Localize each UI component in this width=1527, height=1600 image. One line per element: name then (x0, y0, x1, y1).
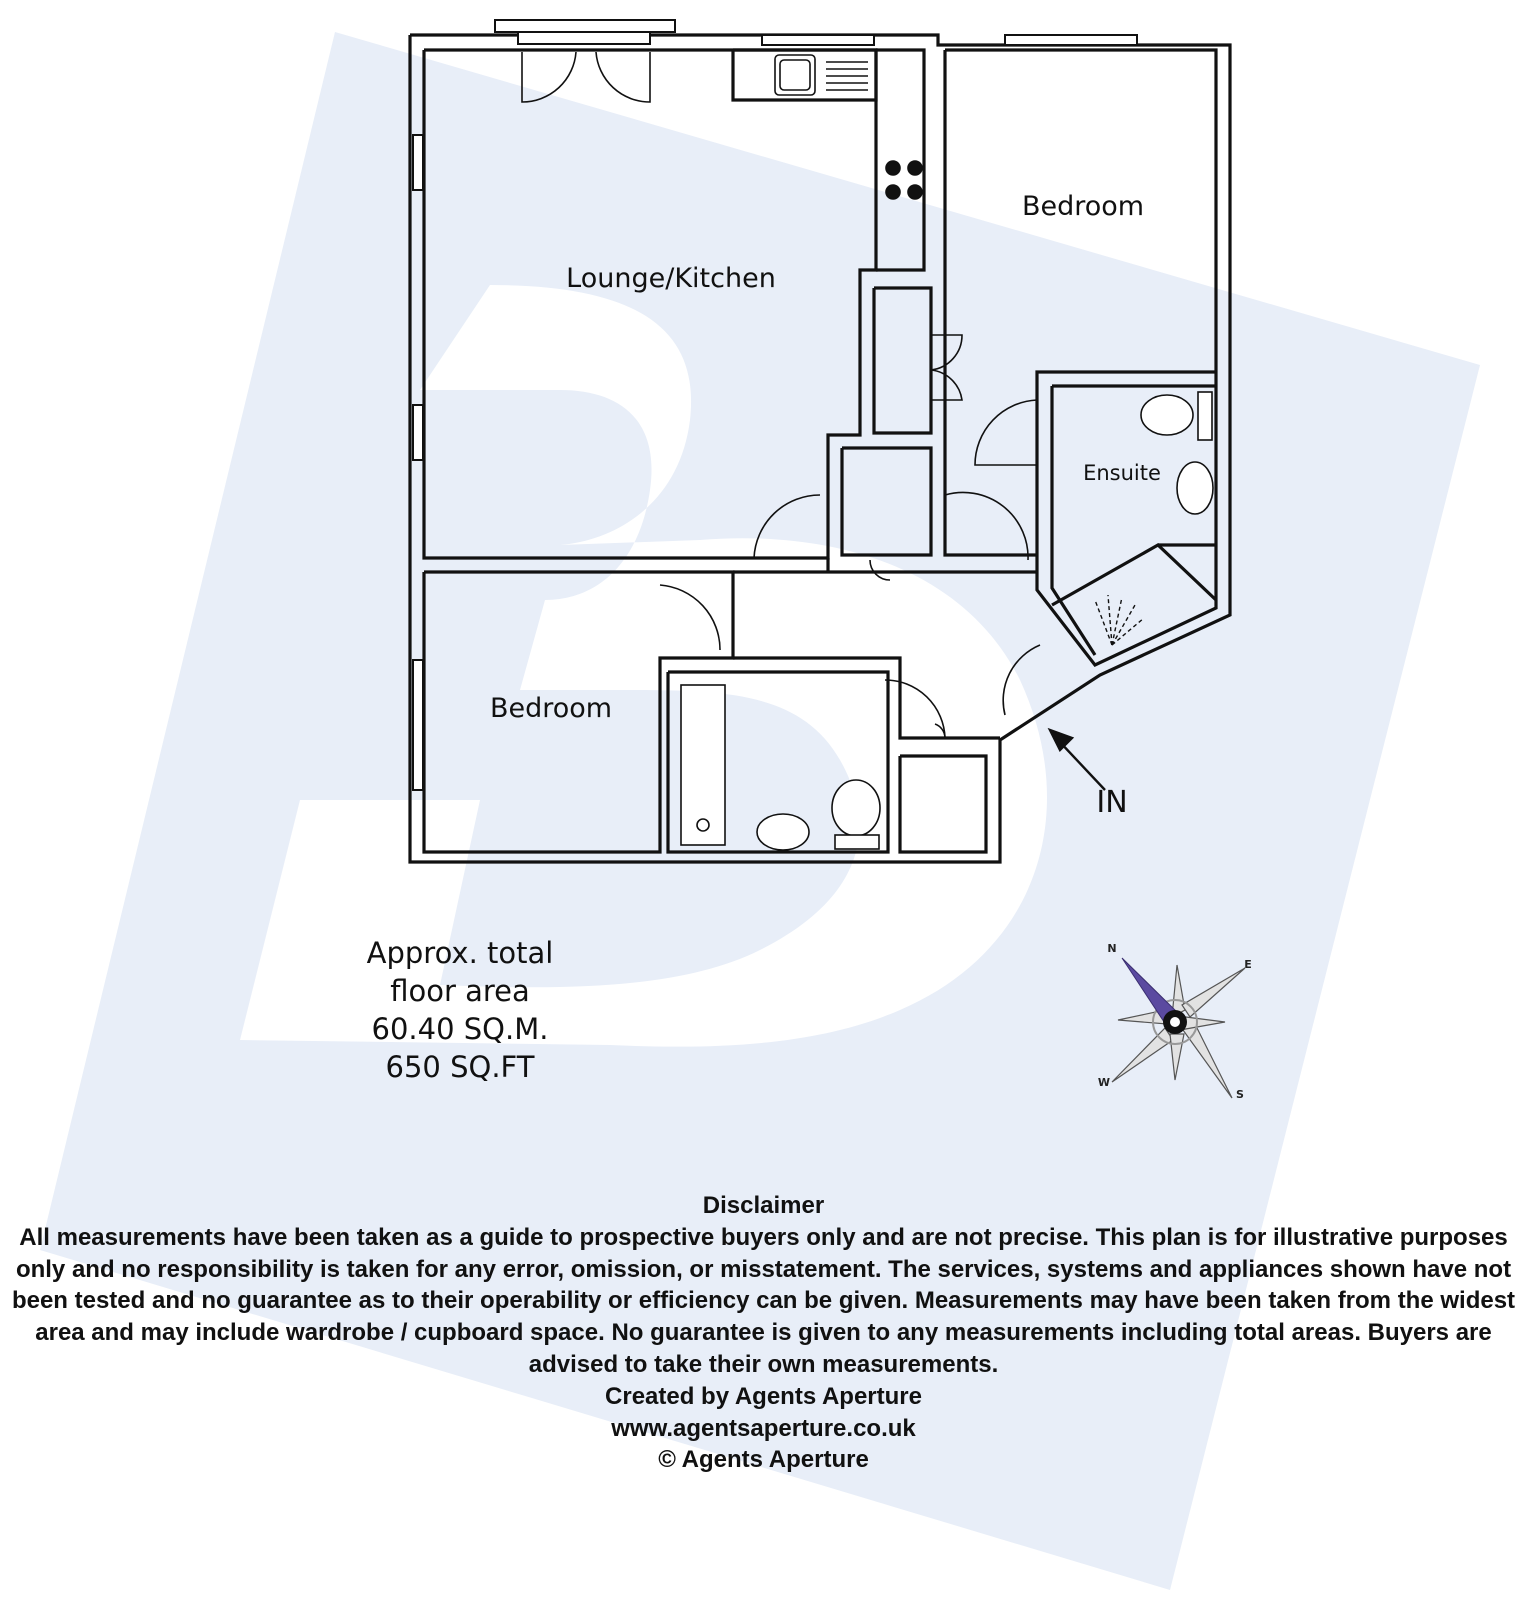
area-line-2: floor area (390, 974, 530, 1008)
drainer-icon (826, 62, 868, 90)
area-sqm: 60.40 SQ.M. (371, 1012, 549, 1046)
room-bedroom-2: Bedroom (489, 693, 613, 724)
area-sqft: 650 SQ.FT (385, 1050, 535, 1084)
compass-s: S (1236, 1088, 1244, 1101)
hob-icon (886, 161, 922, 199)
website-link[interactable]: www.agentsaperture.co.uk (611, 1414, 916, 1442)
entrance-label: IN (1096, 785, 1128, 820)
ensuite-basin-icon (1177, 462, 1213, 514)
room-bedroom-1: Bedroom (1021, 191, 1145, 222)
compass-n: N (1107, 942, 1117, 955)
created-by: Created by Agents Aperture (605, 1382, 922, 1410)
toilet-icon (832, 780, 880, 849)
floor-area-summary (330, 934, 590, 1086)
disclaimer-block (10, 1190, 1517, 1476)
compass-w: W (1097, 1076, 1111, 1089)
area-line-1: Approx. total (366, 936, 554, 970)
room-lounge-kitchen: Lounge/Kitchen (566, 263, 776, 294)
room-ensuite: Ensuite (1083, 461, 1161, 485)
compass-e: E (1244, 958, 1252, 971)
copyright: © Agents Aperture (658, 1446, 869, 1474)
basin-icon (757, 814, 809, 850)
disclaimer-body: All measurements have been taken as a guide to prospective buyers only and are not precise. This plan is for illustrative purposes only and no responsibility is taken for any error, omission, or misstatement. The services, systems and appliances shown have not been tested and no guarantee as to their operability or efficiency can be given. Measurements may have been taken from the widest area and may include wardrobe / cupboard space. No guarantee is given to any measurements including total areas. Buyers are advised to take their own measurements. (11, 1223, 1516, 1378)
disclaimer-heading: Disclaimer (702, 1192, 825, 1219)
